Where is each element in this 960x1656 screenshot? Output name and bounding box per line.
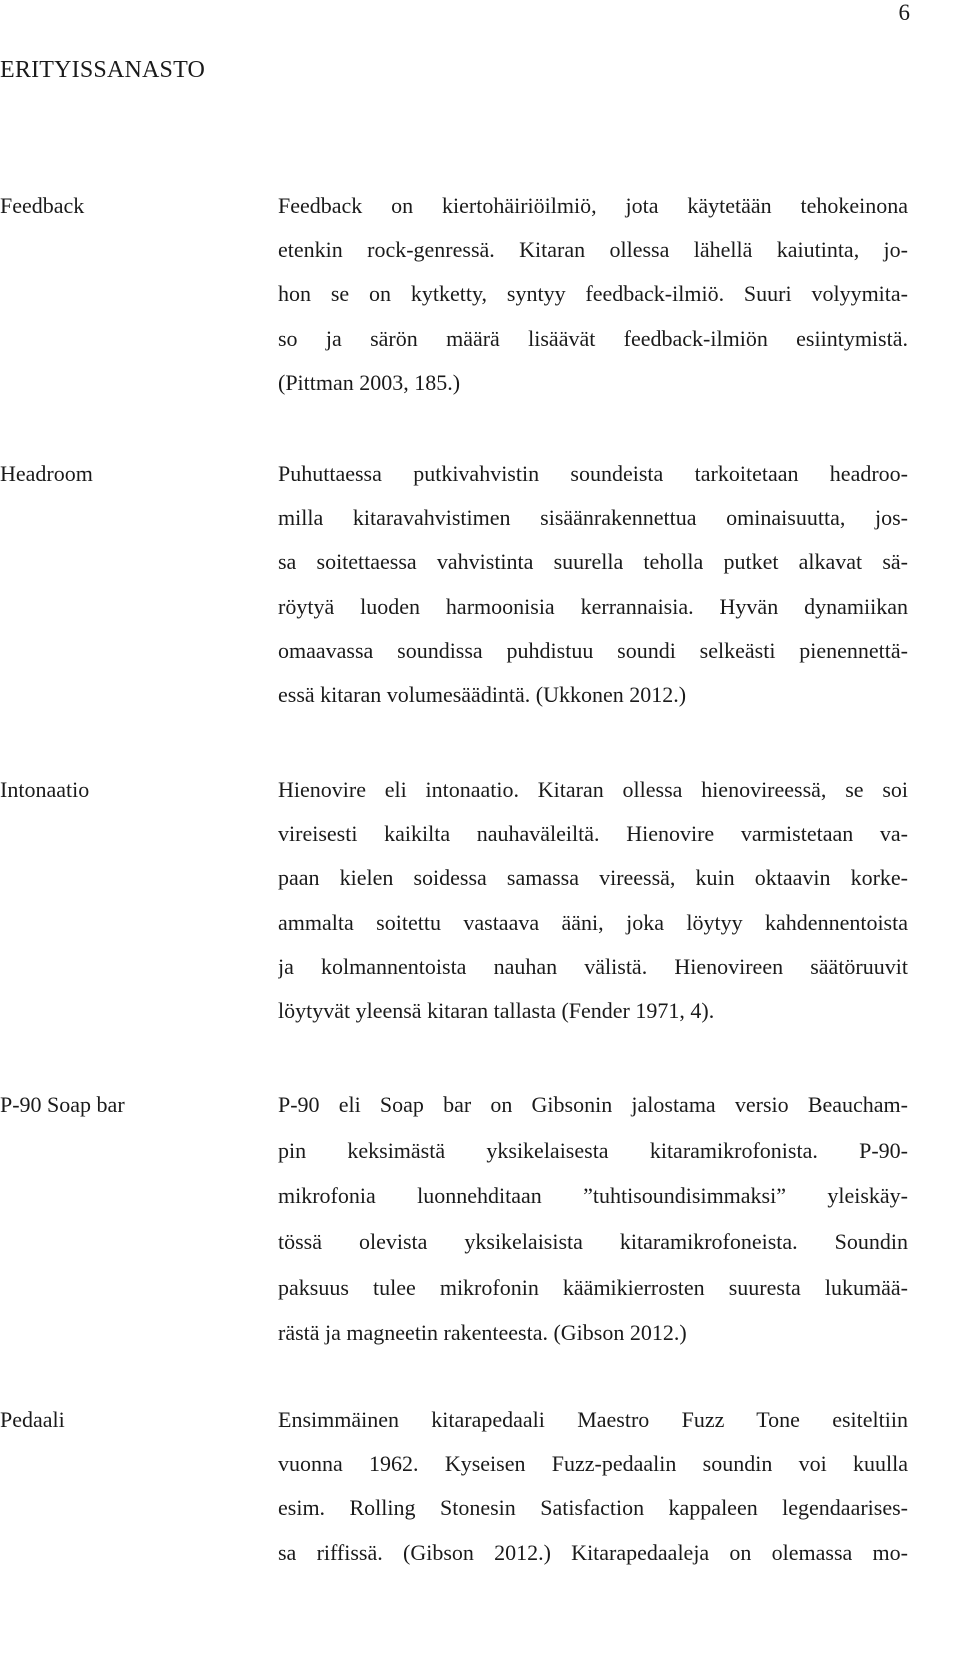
glossary-term: Pedaali (0, 1407, 65, 1432)
definition-line: rästä ja magneetin rakenteesta. (Gibson 2012.) (278, 1320, 687, 1346)
glossary-term: P-90 Soap bar (0, 1092, 125, 1117)
definition-line: tössä olevista yksikelaisista kitaramikrofoneista. Soundin (278, 1229, 908, 1255)
definition-line: ammalta soitettu vastaava ääni, joka löytyy kahdennentoista (278, 909, 908, 935)
definition-line: omaavassa soundissa puhdistuu soundi selkeästi pienennettä- (278, 637, 908, 663)
definition-line: etenkin rock-genressä. Kitaran ollessa lähellä kaiutinta, jo- (278, 237, 908, 263)
definition-line: Feedback on kiertohäiriöilmiö, jota käytetään tehokeinona (278, 193, 908, 218)
definition-line: milla kitaravahvistimen sisäänrakennettua ominaisuutta, jos- (278, 505, 908, 531)
section-heading: ERITYISSANASTO (0, 57, 206, 83)
definition-line: Hienovire eli intonaatio. Kitaran ollessa hienovireessä, se soi (278, 777, 908, 802)
definition-line: sa riffissä. (Gibson 2012.) Kitarapedaaleja on olemassa mo- (278, 1539, 908, 1565)
definition-line: hon se on kytketty, syntyy feedback-ilmiö. Suuri volyymita- (278, 281, 908, 307)
definition-line: löytyvät yleensä kitaran tallasta (Fender 1971, 4). (278, 997, 715, 1023)
page-number: 6 (898, 0, 910, 25)
definition-line: (Pittman 2003, 185.) (278, 369, 461, 395)
definition-line: esim. Rolling Stonesin Satisfaction kappaleen legendaarises- (278, 1495, 908, 1521)
glossary-definition (278, 768, 908, 1033)
definition-line: röytyä luoden harmoonisia kerrannaisia. Hyvän dynamiikan (278, 593, 908, 619)
definition-line: pin keksimästä yksikelaisesta kitaramikrofonista. P-90- (278, 1137, 908, 1163)
definition-line: Puhuttaessa putkivahvistin soundeista tarkoitetaan headroo- (278, 461, 908, 486)
glossary-definition (278, 1083, 908, 1356)
definition-line: so ja särön määrä lisäävät feedback-ilmiön esiintymistä. (278, 325, 908, 351)
definition-line: paan kielen soidessa samassa vireessä, kuin oktaavin korke- (278, 865, 908, 891)
definition-line: ja kolmannentoista nauhan välistä. Hienovireen säätöruuvit (278, 953, 908, 979)
definition-line: P-90 eli Soap bar on Gibsonin jalostama versio Beaucham- (278, 1092, 908, 1117)
definition-line: mikrofonia luonnehditaan ”tuhtisoundisimmaksi” yleiskäy- (278, 1183, 908, 1209)
definition-line: Ensimmäinen kitarapedaali Maestro Fuzz Tone esiteltiin (278, 1407, 908, 1432)
definition-line: vuonna 1962. Kyseisen Fuzz-pedaalin soundin voi kuulla (278, 1451, 908, 1477)
definition-line: paksuus tulee mikrofonin käämikierrosten suuresta lukumää- (278, 1274, 908, 1300)
definition-line: sa soitettaessa vahvistinta suurella teholla putket alkavat sä- (278, 549, 908, 575)
glossary-term: Feedback (0, 193, 85, 218)
glossary-definition (278, 184, 908, 405)
glossary-definition (278, 1398, 908, 1575)
definition-line: vireisesti kaikilta nauhaväleiltä. Hienovire varmistetaan va- (278, 821, 908, 847)
definition-line: essä kitaran volumesäädintä. (Ukkonen 2012.) (278, 681, 687, 707)
glossary-term: Headroom (0, 461, 93, 486)
glossary-definition (278, 452, 908, 717)
glossary-term: Intonaatio (0, 777, 90, 802)
